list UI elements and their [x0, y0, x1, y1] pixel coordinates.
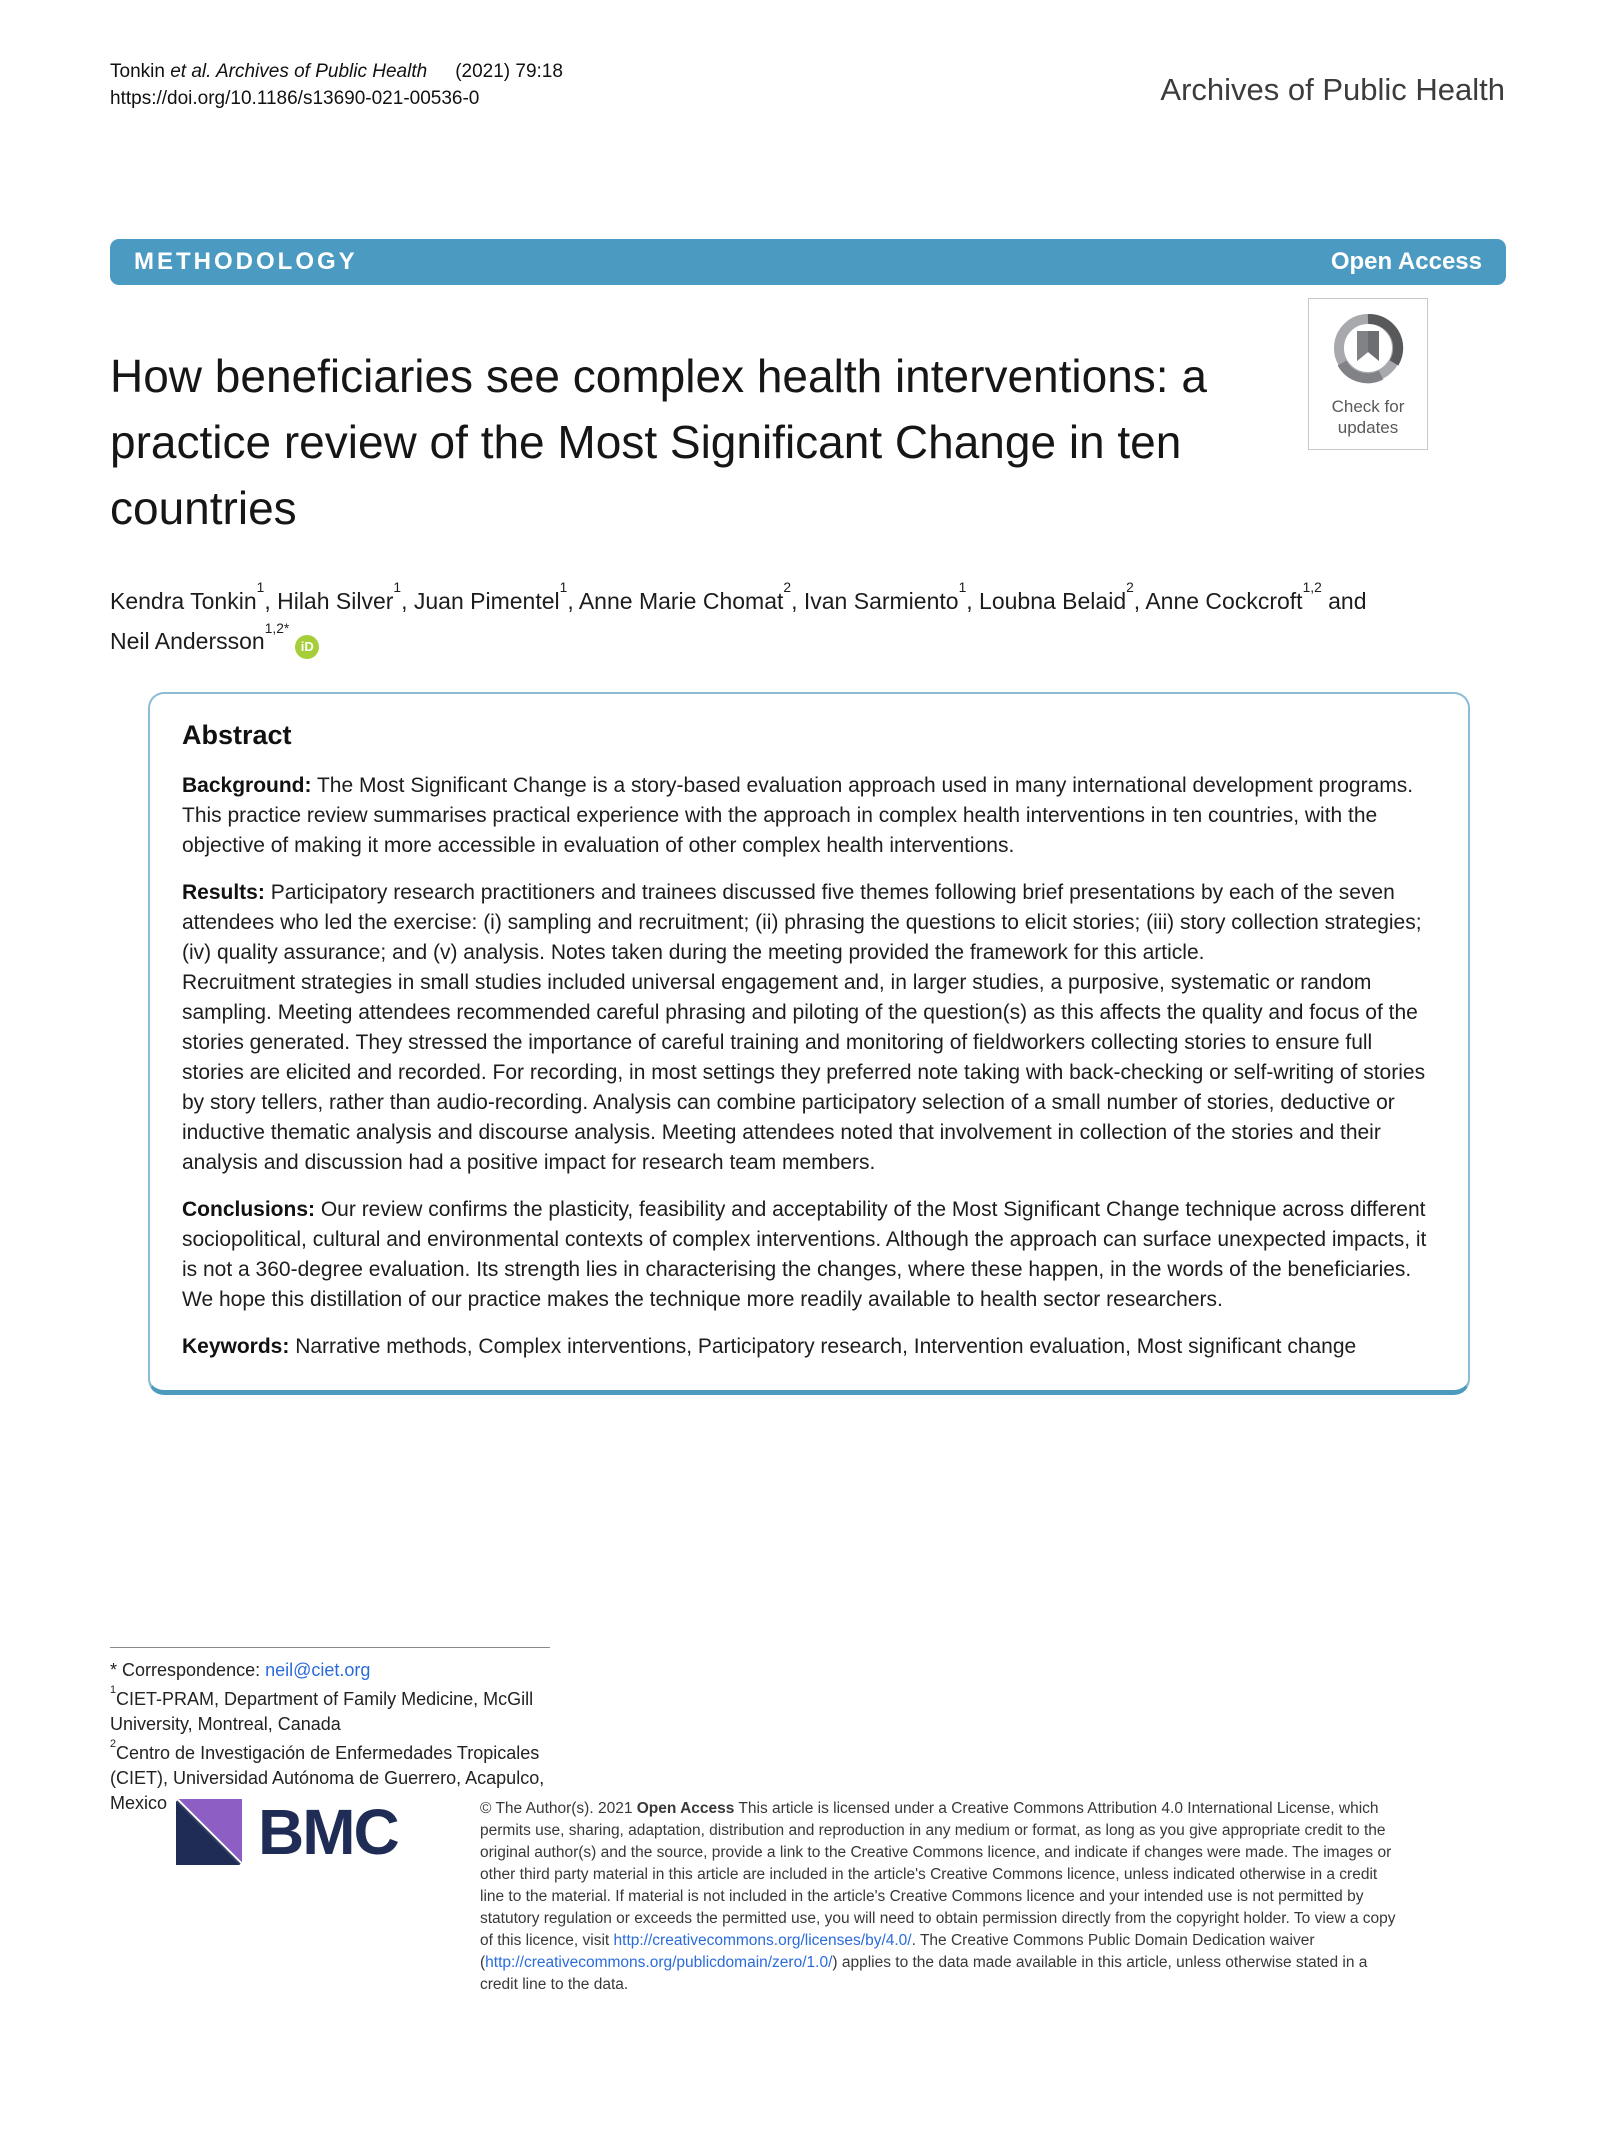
abstract-keywords [182, 1332, 1436, 1362]
affiliation-text: Centro de Investigación de Enfermedades Tropicales (CIET), Universidad Autónoma de Guerrero, Acapulco, Mexico [110, 1743, 545, 1813]
abstract-keywords-label: Keywords: [182, 1335, 290, 1358]
author-separator: , [966, 587, 980, 614]
author-affiliation-sup: 1,2* [264, 621, 290, 637]
check-for-updates-badge[interactable] [1308, 298, 1428, 450]
page-title: How beneficiaries see complex health interventions: a practice review of the Most Significant Change in ten countries [110, 349, 1207, 534]
copyright-part3: . The Creative Commons Public Domain Dedication waiver ( [480, 1932, 1315, 1971]
footnote-divider [110, 1647, 550, 1648]
correspondence-email-link[interactable]: neil@ciet.org [265, 1660, 371, 1680]
abstract-results [182, 878, 1436, 1178]
author-affiliation-sup: 1 [559, 580, 568, 596]
citation-journal: et al. Archives of Public Health [170, 61, 428, 82]
abstract-background-label: Background: [182, 774, 312, 797]
abstract-results-text: Participatory research practitioners and trainees discussed five themes following brief presentations by each of the seven attendees who led the exercise: (i) sampling and recruitment; (ii) phrasing the questions to elicit stories; (iii) story collection strategies; (iv) quality assurance; and (v) analysis. Notes taken during the meeting provided the framework for this article. [182, 881, 1422, 964]
article-type-label: METHODOLOGY [134, 248, 358, 275]
abstract-box [148, 692, 1470, 1395]
author-affiliation-sup: 2 [783, 580, 792, 596]
article-type-banner [110, 239, 1506, 285]
affiliation-sup: 2 [110, 1737, 117, 1750]
author [413, 580, 579, 614]
footnotes [110, 1658, 590, 1816]
author-affiliation-sup: 1 [958, 580, 967, 596]
affiliation-sup: 1 [110, 1683, 117, 1696]
citation-author: Tonkin [110, 61, 171, 82]
check-for-updates-icon [1331, 311, 1405, 385]
author [979, 580, 1146, 614]
citation-line [110, 58, 563, 85]
abstract-background-text: The Most Significant Change is a story-based evaluation approach used in many international development programs. This practice review summarises practical experience with the approach in complex health interventions in ten countries, with the objective of making it more accessible in evaluation of other complex health interventions. [182, 774, 1414, 857]
abstract-background [182, 771, 1436, 861]
copyright-notice [480, 1798, 1398, 1996]
copyright-part2: This article is licensed under a Creative Commons Attribution 4.0 International License, which permits use, sharing, adaptation, distribution and reproduction in any medium or format, as long as you give appropriate credit to the original author(s) and the source, provide a link to the Creative Commons licence, and indicate if changes were made. The images or other third party material in this article are included in the article's Creative Commons licence, unless indicated otherwise in a credit line to the material. If material is not included in the article's Creative Commons licence and your intended use is not permitted by statutory regulation or exceeds the permitted use, you will need to obtain permission directly from the copyright holder. To view a copy of this licence, visit [480, 1800, 1396, 1949]
check-for-updates-line1: Check for [1331, 397, 1405, 416]
author [803, 580, 980, 614]
author-name: Neil Andersson [110, 628, 265, 655]
author-affiliation-sup: 1 [256, 580, 265, 596]
author-name: Anne Cockcroft [1145, 587, 1303, 614]
author-name: Ivan Sarmiento [803, 587, 959, 614]
author-separator: , [401, 587, 414, 614]
bmc-logo [176, 1795, 398, 1869]
author [1145, 580, 1367, 614]
cc-by-license-link[interactable]: http://creativecommons.org/licenses/by/4.0/ [613, 1932, 912, 1949]
author-list [110, 578, 1370, 659]
citation-block [110, 58, 563, 112]
author-name: Kendra Tonkin [110, 587, 257, 614]
copyright-part1: © The Author(s). 2021 [480, 1800, 637, 1817]
correspondence-label: * Correspondence: [110, 1660, 266, 1680]
author [110, 580, 278, 614]
open-access-label: Open Access [1330, 248, 1482, 275]
abstract-keywords-text: Narrative methods, Complex interventions, Participatory research, Intervention evaluation, Most significant change [289, 1335, 1357, 1358]
check-for-updates-text [1309, 396, 1427, 438]
copyright-part4: ) applies to the data made available in this article, unless otherwise stated in a credit line to the data. [480, 1954, 1368, 1993]
abstract-results-text-2: Recruitment strategies in small studies included universal engagement and, in larger studies, a purposive, systematic or random sampling. Meeting attendees recommended careful phrasing and piloting of the question(s) as this affects the quality and focus of the stories generated. They stressed the importance of careful training and monitoring of fieldworkers collecting stories to ensure full stories are elicited and recorded. For recording, in most settings they preferred note taking with back-checking or self-writing of stories by story tellers, rather than audio-recording. Analysis can combine participatory selection of a small number of stories, deductive or inductive thematic analysis and discourse analysis. Meeting attendees noted that involvement in collection of the stories and their analysis and discussion had a positive impact for research team members. [182, 971, 1426, 1174]
author-separator: , [1133, 587, 1146, 614]
abstract-results-label: Results: [182, 881, 265, 904]
abstract-conclusions [182, 1195, 1436, 1315]
abstract-conclusions-label: Conclusions: [182, 1198, 316, 1221]
author-affiliation-sup: 1 [393, 580, 402, 596]
author-separator: , [567, 587, 579, 614]
doi-link[interactable]: https://doi.org/10.1186/s13690-021-00536-0 [110, 88, 480, 109]
check-for-updates-line2: updates [1337, 418, 1399, 437]
abstract-heading: Abstract [182, 720, 292, 750]
author-separator: , [791, 587, 804, 614]
author [578, 580, 804, 614]
author [110, 621, 290, 655]
author-affiliation-sup: 2 [1126, 580, 1134, 596]
author-separator: , [264, 587, 278, 614]
cc-zero-waiver-link[interactable]: http://creativecommons.org/publicdomain/zero/1.0/ [485, 1954, 833, 1971]
author-name: Hilah Silver [277, 587, 394, 614]
author-affiliation-sup: 1,2 [1302, 580, 1322, 596]
orcid-icon[interactable]: iD [295, 635, 319, 659]
author-name: Loubna Belaid [979, 587, 1127, 614]
affiliation-1 [110, 1683, 590, 1737]
bmc-logo-icon [176, 1799, 242, 1865]
citation-issue: (2021) 79:18 [455, 61, 563, 82]
author-separator: and [1321, 587, 1367, 614]
correspondence-line [110, 1658, 590, 1683]
author-name: Juan Pimentel [413, 587, 560, 614]
bmc-logo-text: BMC [258, 1796, 398, 1868]
author [277, 580, 414, 614]
journal-name: Archives of Public Health [1160, 72, 1505, 107]
author-name: Anne Marie Chomat [578, 587, 784, 614]
affiliation-text: CIET-PRAM, Department of Family Medicine, McGill University, Montreal, Canada [110, 1689, 534, 1734]
copyright-open-access: Open Access [636, 1800, 735, 1817]
abstract-conclusions-text: Our review confirms the plasticity, feasibility and acceptability of the Most Significant Change technique across different sociopolitical, cultural and environmental contexts of complex interventions. Although the approach can surface unexpected impacts, it is not a 360-degree evaluation. Its strength lies in characterising the changes, where these happen, in the words of the beneficiaries. We hope this distillation of our practice makes the technique more readily available to health sector researchers. [182, 1198, 1427, 1311]
